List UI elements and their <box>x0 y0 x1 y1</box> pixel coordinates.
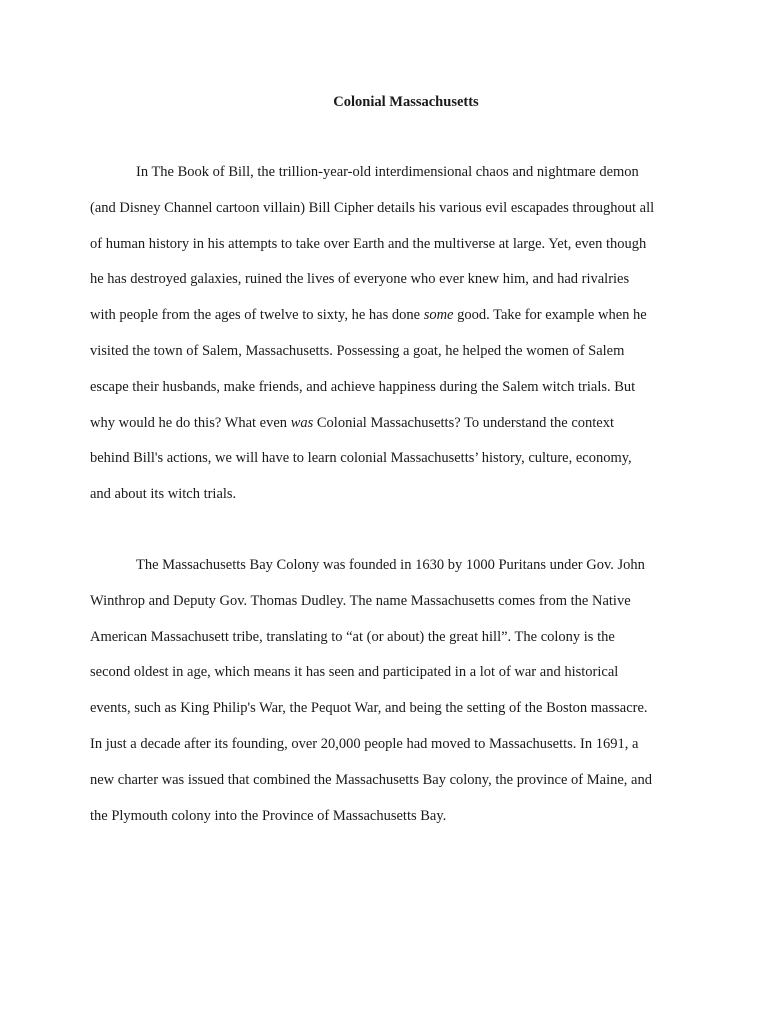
paragraph-1-line-5 <box>90 305 647 325</box>
paragraph-1-line-3 <box>90 234 646 254</box>
paragraph-1-line-8 <box>90 413 614 433</box>
italic-text: some <box>423 307 454 324</box>
document-title: Colonial Massachusetts <box>333 94 479 110</box>
text-run: of human history in his attempts to take over Earth and the multiverse at large. Yet, even though <box>90 235 647 252</box>
text-run: (and Disney Channel cartoon villain) Bill Cipher details his various evil escapades throughout all <box>90 199 655 216</box>
paragraph-1-line-7 <box>90 377 635 397</box>
paragraph-1-line-9 <box>90 448 632 468</box>
paragraph-2-line-1 <box>136 555 645 575</box>
text-run: In just a decade after its founding, over 20,000 people had moved to Massachusetts. In 1691, a <box>90 736 639 752</box>
paragraph-2-line-8 <box>90 806 446 826</box>
text-run: Colonial Massachusetts? To understand the context <box>313 414 615 431</box>
paragraph-1-line-4 <box>90 269 629 289</box>
text-run: why would he do this? What even <box>90 414 291 431</box>
text-run: and about its witch trials. <box>90 486 237 503</box>
text-run: The Massachusetts Bay Colony was founded in 1630 by 1000 Puritans under Gov. John <box>136 557 645 573</box>
paragraph-1-line-1 <box>136 162 639 182</box>
paragraph-1-line-10 <box>90 484 236 504</box>
paragraph-2-line-4 <box>90 662 618 682</box>
paragraph-2-line-3 <box>90 627 615 647</box>
text-run: behind Bill's actions, we will have to learn colonial Massachusetts’ history, culture, economy, <box>90 450 632 467</box>
text-run: escape their husbands, make friends, and achieve happiness during the Salem witch trials. But <box>90 378 636 395</box>
paragraph-1-line-6 <box>90 341 624 361</box>
paragraph-2-line-6 <box>90 734 638 754</box>
text-run: good. Take for example when he <box>453 307 647 324</box>
text-run: events, such as King Philip's War, the Pequot War, and being the setting of the Boston massacre. <box>90 700 648 717</box>
text-run: second oldest in age, which means it has seen and participated in a lot of war and historical <box>90 664 619 681</box>
text-run: In The Book of Bill, the trillion-year-old interdimensional chaos and nightmare demon <box>136 164 639 180</box>
italic-text: was <box>290 414 314 431</box>
text-run: Winthrop and Deputy Gov. Thomas Dudley. The name Massachusetts comes from the Native <box>90 592 631 609</box>
text-run: the Plymouth colony into the Province of Massachusetts Bay. <box>90 807 447 824</box>
text-run: visited the town of Salem, Massachusetts. Possessing a goat, he helped the women of Salem <box>90 343 625 359</box>
paragraph-2-line-5 <box>90 698 648 718</box>
text-run: new charter was issued that combined the Massachusetts Bay colony, the province of Maine, and <box>90 771 652 788</box>
paragraph-1-line-2 <box>90 198 654 218</box>
text-run: with people from the ages of twelve to sixty, he has done <box>90 307 424 324</box>
paragraph-2-line-7 <box>90 770 652 790</box>
text-run: American Massachusett tribe, translating to “at (or about) the great hill”. The colony is the <box>90 628 615 645</box>
text-run: he has destroyed galaxies, ruined the lives of everyone who ever knew him, and had rivalries <box>90 271 630 288</box>
paragraph-2-line-2 <box>90 591 631 611</box>
